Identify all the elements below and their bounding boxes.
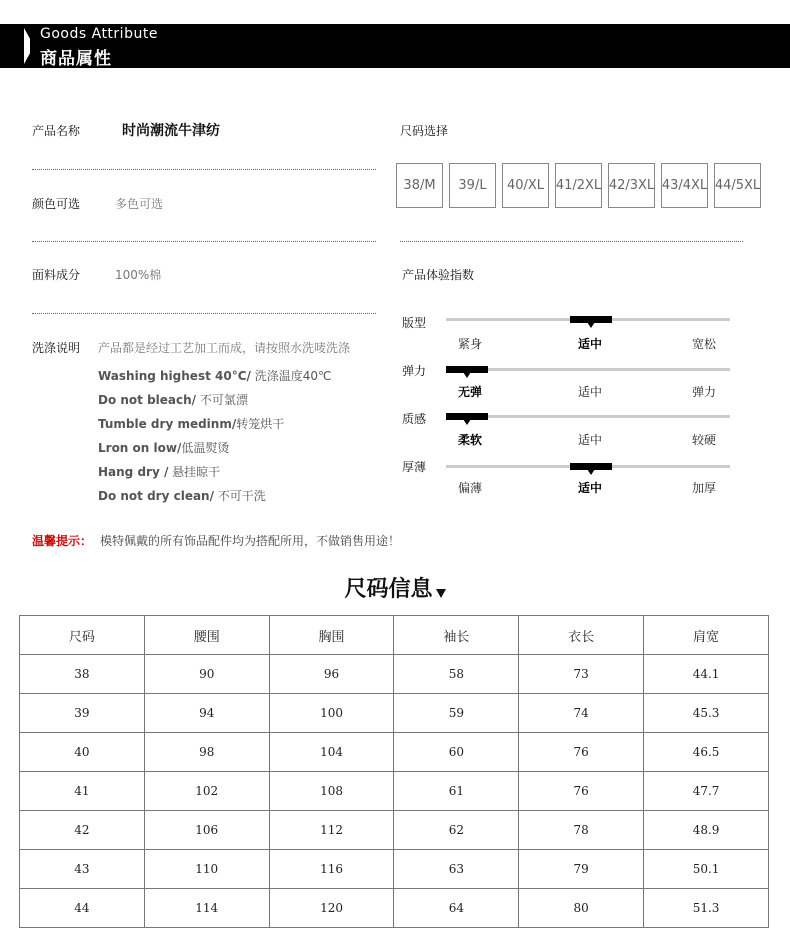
fabric-value: 100%棉 — [115, 268, 162, 282]
wash-line-zh: 洗涤温度40℃ — [250, 369, 332, 383]
table-cell: 102 — [144, 772, 269, 811]
scale-marker — [446, 366, 488, 373]
scale-label: 版型 — [402, 316, 427, 330]
scale-option: 无弹 — [457, 385, 482, 399]
table-header-cell: 衣长 — [519, 616, 644, 655]
tip-text: 模特佩戴的所有饰品配件均为搭配所用，不做销售用途！ — [100, 534, 401, 548]
size-select-label: 尺码选择 — [400, 124, 449, 138]
table-row — [20, 772, 769, 811]
table-row — [20, 811, 769, 850]
scale-option: 紧身 — [457, 337, 482, 351]
warm-tip — [32, 532, 400, 549]
table-cell: 63 — [394, 850, 519, 889]
size-table — [19, 615, 769, 928]
scale-label: 弹力 — [402, 364, 427, 378]
wash-label: 洗涤说明 — [32, 341, 81, 355]
table-row — [20, 694, 769, 733]
table-row — [20, 850, 769, 889]
table-cell: 76 — [519, 733, 644, 772]
scale-option: 弹力 — [691, 385, 716, 399]
table-cell: 58 — [394, 655, 519, 694]
wash-line-en: Tumble dry medinm/ — [98, 417, 237, 431]
table-cell: 41 — [20, 772, 145, 811]
wash-value: 产品都是经过工艺加工而成，请按照水洗唛洗涤 — [98, 341, 351, 355]
header-title-zh: 商品属性 — [40, 49, 112, 69]
wash-line — [98, 439, 229, 456]
size-option[interactable]: 44/5XL — [714, 163, 761, 208]
table-cell: 90 — [144, 655, 269, 694]
table-cell: 39 — [20, 694, 145, 733]
wash-line-en: Hang dry / — [98, 465, 169, 479]
table-cell: 62 — [394, 811, 519, 850]
table-cell: 60 — [394, 733, 519, 772]
scale-track — [446, 368, 730, 371]
wash-line — [98, 391, 248, 408]
experience-label: 产品体验指数 — [402, 268, 475, 282]
scale-label: 质感 — [402, 412, 427, 426]
table-header-cell: 肩宽 — [644, 616, 769, 655]
table-cell: 112 — [269, 811, 394, 850]
size-info-title-text: 尺码信息 — [344, 577, 433, 602]
scale-option: 适中 — [577, 385, 602, 399]
table-cell: 47.7 — [644, 772, 769, 811]
wash-line-en: Lron on low/ — [98, 441, 182, 455]
wash-line — [98, 415, 284, 432]
header-title-en: Goods Attribute — [40, 26, 158, 42]
table-header-cell: 腰围 — [144, 616, 269, 655]
wash-line-zh: 低温熨烫 — [181, 441, 230, 455]
table-cell: 98 — [144, 733, 269, 772]
table-header-cell: 胸围 — [269, 616, 394, 655]
table-header-cell: 尺码 — [20, 616, 145, 655]
table-row — [20, 655, 769, 694]
size-option[interactable]: 42/3XL — [608, 163, 655, 208]
table-cell: 61 — [394, 772, 519, 811]
divider — [32, 169, 376, 170]
scale-option: 偏薄 — [457, 481, 482, 495]
product-name-value: 时尚潮流牛津纺 — [122, 123, 220, 139]
scale-option: 较硬 — [691, 433, 716, 447]
wash-line-en: Do not dry clean/ — [98, 489, 214, 503]
table-cell: 43 — [20, 850, 145, 889]
table-row — [20, 733, 769, 772]
scale-track — [446, 465, 730, 468]
triangle-down-icon — [436, 589, 446, 598]
divider — [400, 241, 743, 242]
table-cell: 80 — [519, 889, 644, 928]
size-option[interactable]: 43/4XL — [661, 163, 708, 208]
fabric-label: 面料成分 — [32, 268, 81, 282]
wash-line-zh: 不可干洗 — [213, 489, 266, 503]
table-row — [20, 889, 769, 928]
table-header-row — [20, 616, 769, 655]
scale-option: 宽松 — [691, 337, 716, 351]
divider — [32, 241, 376, 242]
table-header-cell: 袖长 — [394, 616, 519, 655]
product-name-label: 产品名称 — [32, 124, 81, 138]
table-cell: 110 — [144, 850, 269, 889]
table-cell: 44 — [20, 889, 145, 928]
table-cell: 100 — [269, 694, 394, 733]
size-option[interactable]: 38/M — [396, 163, 443, 208]
wash-line — [98, 367, 331, 384]
wash-line — [98, 463, 220, 480]
wash-line-en: Washing highest 40°C/ — [98, 369, 251, 383]
size-info-title — [0, 572, 790, 603]
table-cell: 48.9 — [644, 811, 769, 850]
goods-attribute-header — [0, 24, 790, 68]
table-cell: 108 — [269, 772, 394, 811]
scale-marker — [446, 413, 488, 420]
wash-line-zh: 转笼烘干 — [236, 417, 285, 431]
size-options — [396, 163, 761, 208]
table-cell: 114 — [144, 889, 269, 928]
table-cell: 45.3 — [644, 694, 769, 733]
table-cell: 64 — [394, 889, 519, 928]
table-cell: 106 — [144, 811, 269, 850]
scale-track — [446, 415, 730, 418]
size-option[interactable]: 41/2XL — [555, 163, 602, 208]
table-cell: 76 — [519, 772, 644, 811]
scale-option: 适中 — [577, 337, 602, 351]
scale-label: 厚薄 — [402, 460, 427, 474]
table-cell: 78 — [519, 811, 644, 850]
scale-marker — [570, 463, 612, 470]
color-label: 颜色可选 — [32, 197, 81, 211]
table-cell: 40 — [20, 733, 145, 772]
scale-option: 加厚 — [691, 481, 716, 495]
table-cell: 96 — [269, 655, 394, 694]
wash-line-zh: 不可氯漂 — [196, 393, 248, 407]
table-cell: 73 — [519, 655, 644, 694]
table-cell: 94 — [144, 694, 269, 733]
tip-label: 温馨提示： — [32, 534, 93, 548]
wash-line — [98, 487, 266, 504]
wash-line-zh: 悬挂晾干 — [168, 465, 221, 479]
size-option[interactable]: 39/L — [449, 163, 496, 208]
color-value: 多色可选 — [115, 197, 164, 211]
header-notch-icon — [24, 28, 30, 64]
table-cell: 50.1 — [644, 850, 769, 889]
scale-track — [446, 318, 730, 321]
divider — [32, 313, 376, 314]
table-cell: 116 — [269, 850, 394, 889]
table-cell: 74 — [519, 694, 644, 733]
table-cell: 46.5 — [644, 733, 769, 772]
table-cell: 120 — [269, 889, 394, 928]
wash-line-en: Do not bleach/ — [98, 393, 197, 407]
table-cell: 59 — [394, 694, 519, 733]
table-cell: 38 — [20, 655, 145, 694]
table-cell: 44.1 — [644, 655, 769, 694]
scale-option: 柔软 — [457, 433, 482, 447]
table-cell: 104 — [269, 733, 394, 772]
table-cell: 42 — [20, 811, 145, 850]
table-cell: 79 — [519, 850, 644, 889]
scale-option: 适中 — [577, 481, 602, 495]
size-option[interactable]: 40/XL — [502, 163, 549, 208]
scale-marker — [570, 316, 612, 323]
scale-option: 适中 — [577, 433, 602, 447]
table-cell: 51.3 — [644, 889, 769, 928]
